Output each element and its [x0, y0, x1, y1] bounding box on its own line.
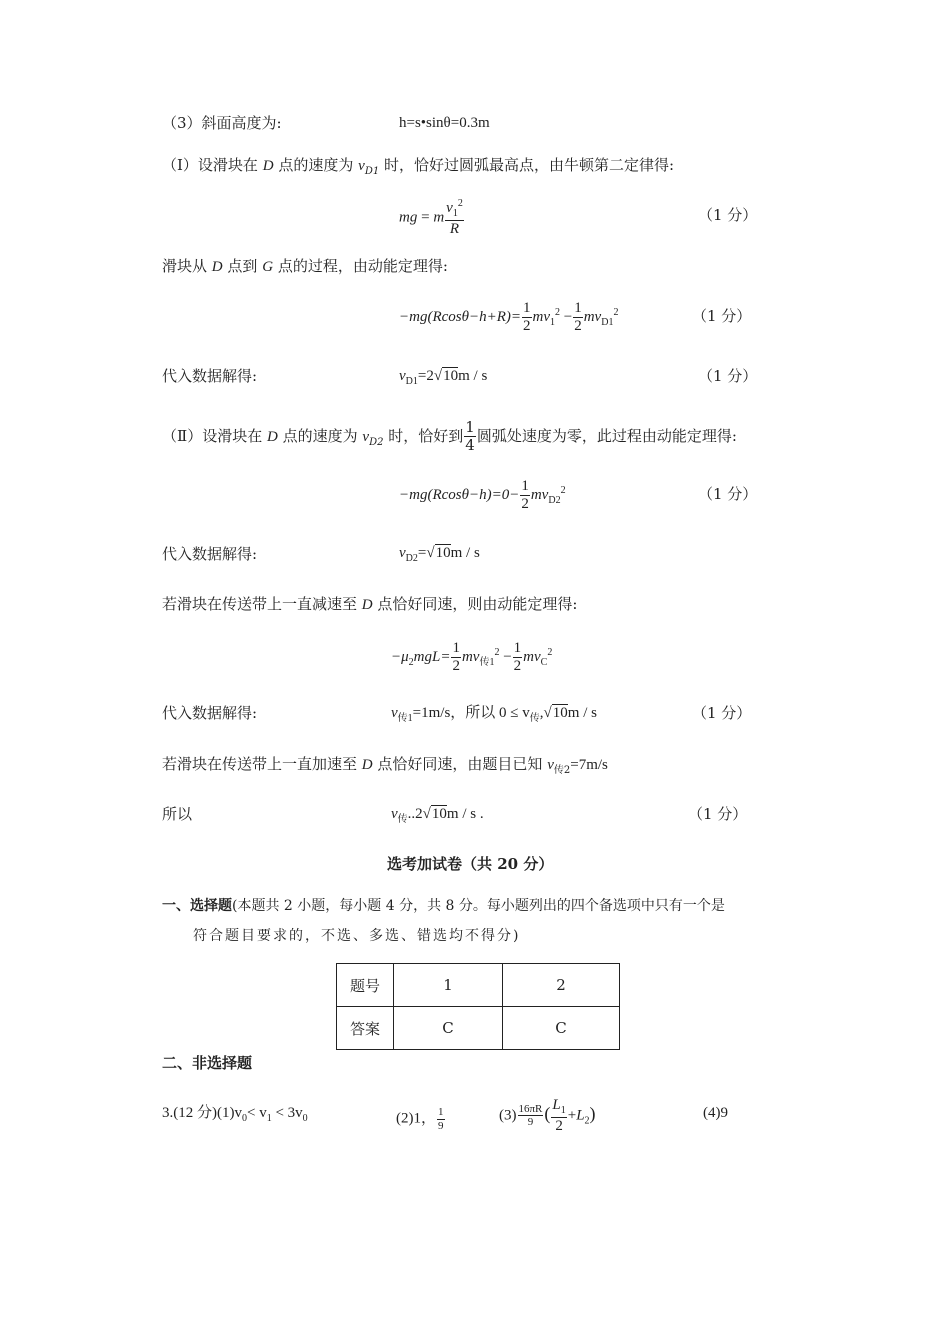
part4-text: 若滑块在传送带上一直加速至 D 点恰好同速，由题目已知 $v_{传2}=7m/s$: [162, 755, 608, 776]
mc-heading: 一、选择题(本题共 2 小题，每小题 4 分，共 8 分。每小题列出的四个备选项中只有一个是: [162, 898, 725, 914]
table-cell: C: [394, 1007, 503, 1050]
energy-theorem-equation-2: −mg(Rcosθ−h)=0− $\frac{1}{2}$ $mv_{D2}^2$: [399, 478, 566, 513]
part3-solve-label: 代入数据解得:: [162, 704, 258, 722]
table-cell: 2: [503, 964, 620, 1007]
mc-heading-line2: 符合题目要求的，不选、多选、错选均不得分): [193, 928, 521, 944]
part3-text: 若滑块在传送带上一直减速至 D 点恰好同速，则由动能定理得:: [162, 595, 578, 613]
section-title: 选考加试卷（共 20 分）: [387, 855, 554, 873]
table-cell: 答案: [337, 1007, 394, 1050]
table-cell: 1: [394, 964, 503, 1007]
belt-speed-conclusion: $v_传..2√10m$ / s .: [391, 806, 484, 825]
slope-height-label: （3）斜面高度为:: [162, 114, 282, 132]
score-eq3: （1 分）: [698, 485, 758, 503]
score-conclusion: （1 分）: [688, 805, 748, 823]
part1-solve-label: 代入数据解得:: [162, 367, 258, 385]
part2-intro: （Ⅱ）设滑块在 D 点的速度为 $v_{D2}$ 时，恰好到 $\frac{1}{4}$ 圆弧处速度为零，此过程由动能定理得:: [162, 418, 737, 455]
q3-part2: (2)1， $\frac{1}{9}$: [396, 1106, 444, 1132]
answer-table: [336, 963, 620, 1050]
score-belt: （1 分）: [692, 704, 752, 722]
score-eq2: （1 分）: [692, 307, 752, 325]
table-row: [337, 1007, 620, 1050]
part1-intro: （Ⅰ）设滑块在 D 点的速度为 $v_{D1}$ 时，恰好过圆弧最高点，由牛顿第二定律得:: [162, 156, 675, 177]
belt-speed-range: $v_{传1}=1m/s$，所以 $0 \le v_传,√10m / s$: [391, 705, 597, 724]
table-cell: 题号: [337, 964, 394, 1007]
score-eq1: （1 分）: [698, 206, 758, 224]
part1-text2: 滑块从 D 点到 G 点的过程，由动能定理得:: [162, 257, 448, 275]
q3-part3: (3) $\frac{16\pi R}{9}$ ( $\frac{L_1}{2}$ $+L_2$): [499, 1097, 596, 1134]
table-row: [337, 964, 620, 1007]
part2-solve-label: 代入数据解得:: [162, 545, 258, 563]
q3-part4: (4)9: [703, 1105, 728, 1121]
vd1-result: $v_{D1}=2√10m / s$: [399, 368, 488, 387]
energy-theorem-equation-3: $-\mu_2mgL=$ $\frac{1}{2}$ $mv_{传1}^2$ − $\frac{1}{2}$ $mv_C^2$: [391, 640, 553, 675]
table-cell: C: [503, 1007, 620, 1050]
energy-theorem-equation-1: −mg(Rcosθ−h+R)= $\frac{1}{2}$ $mv_1^2$ − $\frac{1}{2}$ $mv_{D1}^2$: [399, 300, 619, 335]
newton-second-law-equation: mg = m $\frac{v_1^2}{R}$: [399, 198, 463, 237]
q3-part1: 3.(12 分)$(1)v_0< v_1 < 3v_0$: [162, 1105, 308, 1124]
score-vd1: （1 分）: [698, 367, 758, 385]
part4-so-label: 所以: [162, 805, 193, 823]
vd2-result: $v_{D2}=√10m / s$: [399, 545, 480, 564]
nonmc-heading: 二、非选择题: [162, 1054, 253, 1072]
slope-height-formula: h=s•sinθ=0.3m: [399, 115, 490, 131]
